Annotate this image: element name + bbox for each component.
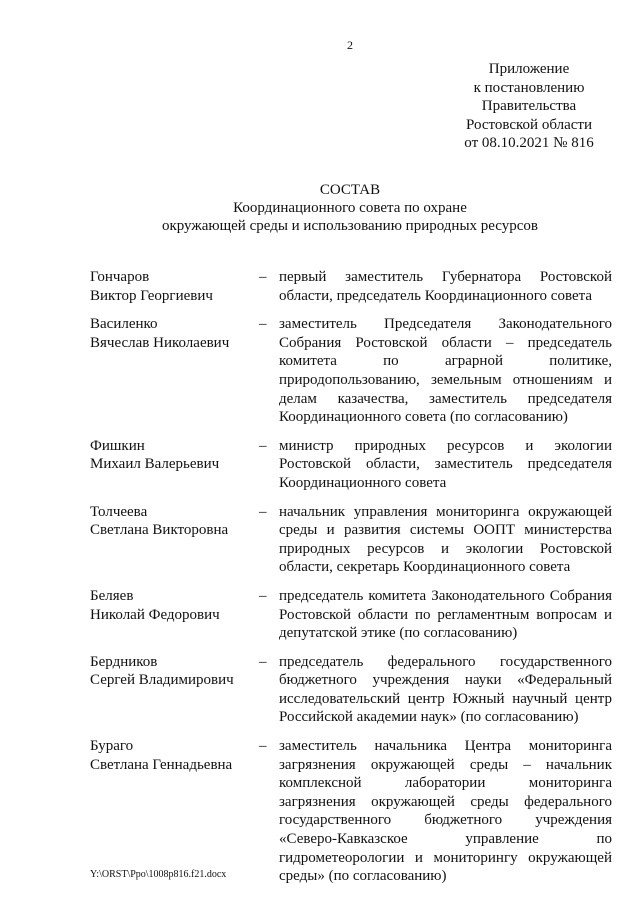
member-role: председатель федерального государственного бюджетного учреждения науки «Федеральный исследовательский центр Южный научный центр Российской академии наук» (по согласованию) <box>279 653 612 726</box>
member-given-names: Светлана Викторовна <box>90 522 229 539</box>
member-given-names: Светлана Геннадьевна <box>90 756 233 773</box>
member-entry <box>90 437 612 493</box>
member-role: заместитель начальника Центра мониторинга загрязнения окружающей среды – начальник комплексной лаборатории мониторинга загрязнения окружающей среды федерального государственного бюджетного учреждения «Северо-Кавказское управление по гидрометеорологии и мониторингу окружающей среды» (по согласованию) <box>279 738 612 885</box>
member-surname: Гончаров <box>90 269 150 285</box>
member-name <box>90 653 260 690</box>
members-list <box>90 268 612 896</box>
appendix-date-number: от 08.10.2021 № 816 <box>464 135 594 151</box>
member-given-names: Виктор Георгиевич <box>90 287 213 304</box>
dash-separator: – <box>259 269 267 285</box>
dash-separator: – <box>259 653 267 670</box>
member-entry <box>90 315 612 427</box>
member-given-names: Сергей Владимирович <box>90 672 234 689</box>
member-name <box>90 268 260 305</box>
dash-separator: – <box>259 503 267 520</box>
dash-separator: – <box>259 587 267 604</box>
member-name <box>90 737 260 774</box>
title-line-2: окружающей среды и использованию природных ресурсов <box>161 218 539 234</box>
member-name <box>90 315 260 352</box>
member-name <box>90 503 260 540</box>
member-given-names: Вячеслав Николаевич <box>90 334 230 351</box>
member-entry <box>90 503 612 577</box>
document-title <box>0 181 640 235</box>
member-entry <box>90 587 612 643</box>
dash-separator: – <box>259 437 267 454</box>
member-entry <box>90 737 612 886</box>
member-surname: Толчеева <box>90 503 148 520</box>
page-number: 2 <box>347 38 353 52</box>
title-line-1: Координационного совета по охране <box>233 200 467 216</box>
member-role: начальник управления мониторинга окружающей среды и развития системы ООПТ министерства природных ресурсов и экологии Ростовской области, секретарь Координационного совета <box>279 503 612 576</box>
dash-separator: – <box>259 738 267 755</box>
member-surname: Бердников <box>90 653 158 670</box>
appendix-line: Приложение <box>488 61 570 77</box>
dash-separator: – <box>259 316 267 333</box>
appendix-line: к постановлению <box>473 79 585 96</box>
member-role: министр природных ресурсов и экологии Ростовской области, заместитель председателя Координационного совета <box>279 437 612 491</box>
member-role: заместитель Председателя Законодательного Собрания Ростовской области – председатель комитета по аграрной политике, природопользованию, земельным отношениям и делам казачества, заместитель председателя Координационного совета (по согласованию) <box>279 316 612 426</box>
title-heading: СОСТАВ <box>319 182 381 198</box>
member-given-names: Николай Федорович <box>90 606 220 623</box>
appendix-line: Правительства <box>481 98 577 114</box>
member-entry <box>90 653 612 727</box>
member-role: председатель комитета Законодательного Собрания Ростовской области по регламентным вопросам и депутатской этике (по согласованию) <box>279 587 612 642</box>
appendix-line: Ростовской области <box>466 116 592 133</box>
member-surname: Бураго <box>90 738 134 755</box>
member-name <box>90 587 260 624</box>
footer-file-path: Y:\ORST\Ppo\1008p816.f21.docx <box>90 869 227 880</box>
member-entry <box>90 268 612 305</box>
member-given-names: Михаил Валерьевич <box>90 456 220 473</box>
member-surname: Василенко <box>90 316 158 333</box>
member-surname: Фишкин <box>90 437 145 454</box>
member-role: первый заместитель Губернатора Ростовской области, председатель Координационного совета <box>279 269 612 304</box>
member-name <box>90 437 260 474</box>
appendix-block <box>440 60 618 153</box>
member-surname: Беляев <box>90 587 134 604</box>
